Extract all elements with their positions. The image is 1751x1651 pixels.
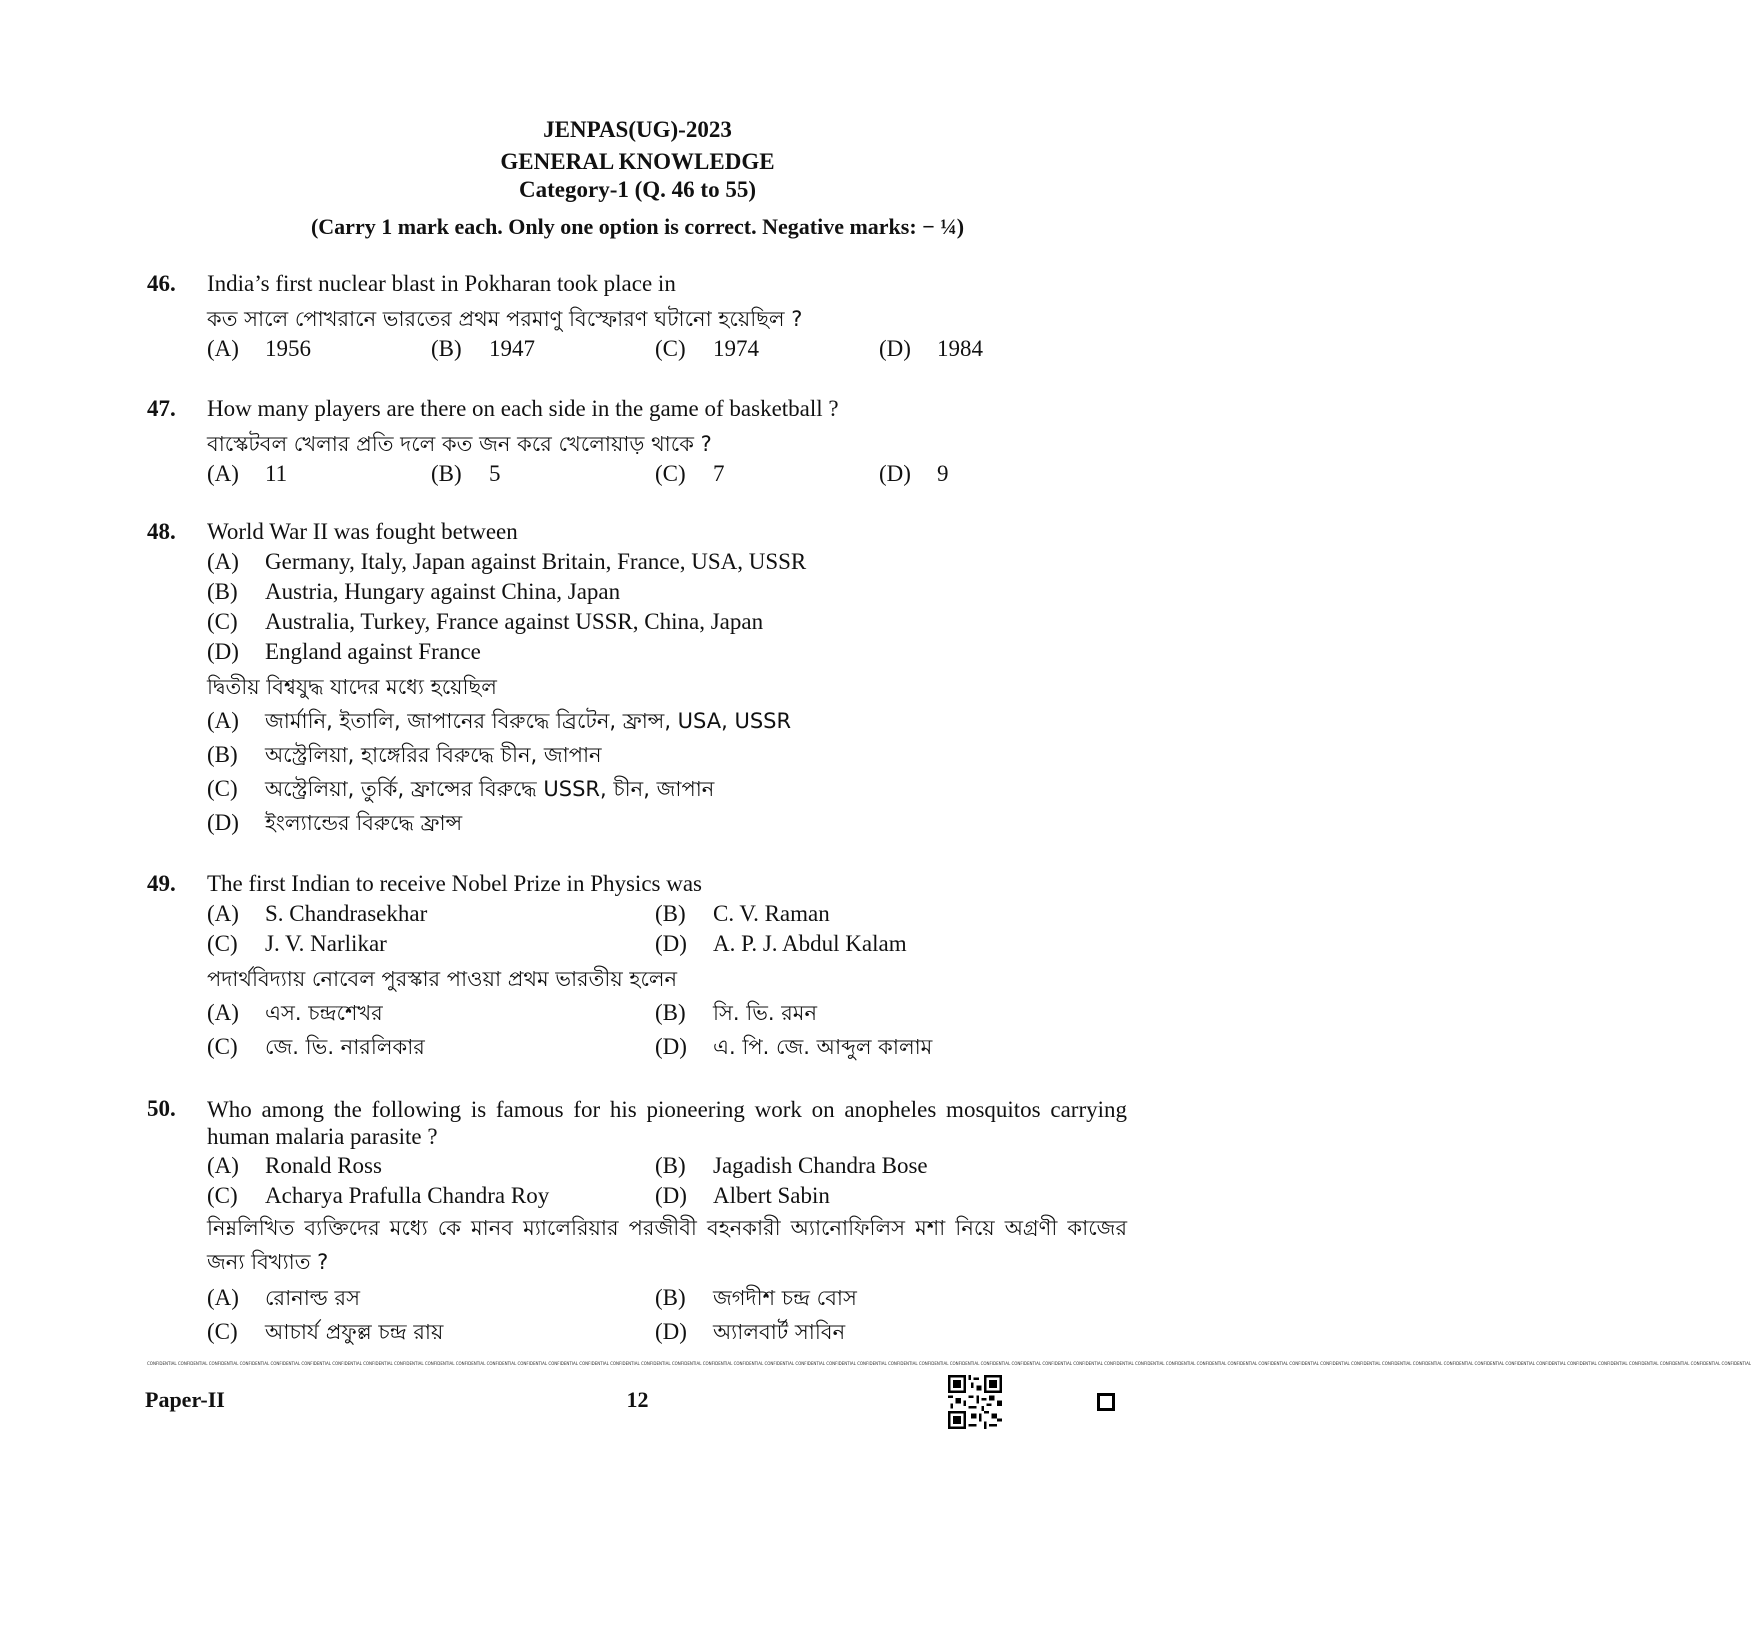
option-label: (B) xyxy=(431,336,462,361)
option-label: (C) xyxy=(655,461,686,486)
option-label: (D) xyxy=(879,461,911,486)
option-text: 9 xyxy=(937,461,949,486)
option-d[interactable] xyxy=(879,336,983,362)
option-text: 1947 xyxy=(489,336,535,361)
option-label: (A) xyxy=(207,708,239,733)
question-text-bn: নিম্নলিখিত ব্যক্তিদের মধ্যে কে মানব ম্যালেরিয়ার পরজীবী বহনকারী অ্যানোফিলিস মশা নিয়ে অগ্রণী কাজের জন্য বিখ্যাত ? xyxy=(207,1216,1127,1274)
question-text-en: How many players are there on each side in the game of basketball ? xyxy=(207,396,839,421)
question-text-bn: দ্বিতীয় বিশ্বযুদ্ধ যাদের মধ্যে হয়েছিল xyxy=(207,675,497,699)
option-label: (C) xyxy=(207,1183,238,1208)
question-number: 48. xyxy=(147,519,176,544)
option-text: England against France xyxy=(265,639,481,664)
option-d-en[interactable] xyxy=(655,931,907,957)
option-label: (B) xyxy=(207,742,238,767)
option-b-en[interactable] xyxy=(207,579,620,605)
question-text-en: World War II was fought between xyxy=(207,519,518,544)
option-label: (D) xyxy=(655,931,687,956)
square-marker-icon xyxy=(1097,1393,1115,1411)
option-d-bn[interactable] xyxy=(655,1316,845,1351)
option-text: Acharya Prafulla Chandra Roy xyxy=(265,1183,550,1208)
option-text: C. V. Raman xyxy=(713,901,830,926)
option-b-en[interactable] xyxy=(655,901,830,927)
paper-label: Paper-II xyxy=(145,1387,225,1412)
option-label: (B) xyxy=(655,901,686,926)
option-text: Germany, Italy, Japan against Britain, France, USA, USSR xyxy=(265,549,807,574)
option-a-bn[interactable] xyxy=(207,705,791,740)
option-label: (B) xyxy=(655,1153,686,1178)
marking-instructions: (Carry 1 mark each. Only one option is correct. Negative marks: − ¼) xyxy=(310,214,965,239)
option-text: 11 xyxy=(265,461,288,486)
option-a-bn[interactable] xyxy=(207,997,383,1032)
option-label: (D) xyxy=(879,336,911,361)
option-label: (A) xyxy=(207,901,239,926)
question-number: 47. xyxy=(147,396,176,421)
option-text: অস্ট্রেলিয়া, তুর্কি, ফ্রান্সের বিরুদ্ধে USSR, চীন, জাপান xyxy=(265,777,715,801)
option-label: (D) xyxy=(207,810,239,835)
option-c-en[interactable] xyxy=(207,931,387,957)
option-a-bn[interactable] xyxy=(207,1282,360,1317)
option-c-bn[interactable] xyxy=(207,773,714,808)
option-text: Ronald Ross xyxy=(265,1153,382,1178)
option-label: (C) xyxy=(207,609,238,634)
option-label: (A) xyxy=(207,336,239,361)
option-text: আচার্য প্রফুল্ল চন্দ্র রায় xyxy=(265,1320,444,1344)
option-c[interactable] xyxy=(655,336,759,362)
option-a[interactable] xyxy=(207,336,311,362)
option-label: (C) xyxy=(207,776,238,801)
option-label: (D) xyxy=(655,1319,687,1344)
option-text: অ্যালবার্ট সাবিন xyxy=(713,1320,846,1344)
option-label: (C) xyxy=(207,1034,238,1059)
option-c-bn[interactable] xyxy=(207,1031,425,1066)
question-text-bn: বাস্কেটবল খেলার প্রতি দলে কত জন করে খেলোয়াড় থাকে ? xyxy=(207,432,712,456)
option-text: Austria, Hungary against China, Japan xyxy=(265,579,621,604)
option-a-en[interactable] xyxy=(207,549,806,575)
option-d-en[interactable] xyxy=(655,1183,830,1209)
option-label: (C) xyxy=(207,1319,238,1344)
option-label: (D) xyxy=(207,639,239,664)
option-label: (B) xyxy=(207,579,238,604)
option-label: (B) xyxy=(655,1285,686,1310)
option-c-en[interactable] xyxy=(207,1183,549,1209)
option-text: 5 xyxy=(489,461,501,486)
option-label: (B) xyxy=(431,461,462,486)
subject-title: GENERAL KNOWLEDGE xyxy=(500,149,775,174)
option-label: (C) xyxy=(207,931,238,956)
option-text: Australia, Turkey, France against USSR, China, Japan xyxy=(265,609,764,634)
exam-title: JENPAS(UG)-2023 xyxy=(543,117,732,142)
option-label: (C) xyxy=(655,336,686,361)
option-text: রোনাল্ড রস xyxy=(265,1286,360,1310)
option-label: (A) xyxy=(207,1153,239,1178)
confidential-strip: CONFIDENTIAL CONFIDENTIAL CONFIDENTIAL CONFIDENTIAL CONFIDENTIAL CONFIDENTIAL CONFIDENTIAL CONFIDENTIAL CONFIDENTIAL CONFIDENTIAL CONFIDENTIAL CONFIDENTIAL CONFIDENTIAL CONFIDENTIAL CONFIDENTIAL CONFIDENTIAL CONFIDENTIAL CONFIDENTIAL CONFIDENTIAL CONFIDENTIAL CONFIDENTIAL CONFIDENTIAL CONFIDENTIAL CONFIDENTIAL CONFIDENTIAL CONFIDENTIAL CONFIDENTIAL CONFIDENTIAL CONFIDENTIAL CONFIDENTIAL CONFIDENTIAL CONFIDENTIAL CONFIDENTIAL CONFIDENTIAL CONFIDENTIAL CONFIDENTIAL CONFIDENTIAL CONFIDENTIAL CONFIDENTIAL CONFIDENTIAL CONFIDENTIAL CONFIDENTIAL CONFIDENTIAL CONFIDENTIAL CONFIDENTIAL CONFIDENTIAL CONFIDENTIAL CONFIDENTIAL CONFIDENTIAL CONFIDENTIAL CONFIDENTIAL CONFIDENTIAL xyxy=(147,1361,1751,1366)
page-number: 12 xyxy=(626,1387,649,1412)
question-number: 46. xyxy=(147,271,176,296)
category-title: Category-1 (Q. 46 to 55) xyxy=(519,177,756,202)
question-text-bn: পদার্থবিদ্যায় নোবেল পুরস্কার পাওয়া প্রথম ভারতীয় হলেন xyxy=(207,967,678,991)
option-label: (A) xyxy=(207,1000,239,1025)
question-text-en: India’s first nuclear blast in Pokharan took place in xyxy=(207,271,676,296)
option-d[interactable] xyxy=(879,461,949,487)
question-text-en: The first Indian to receive Nobel Prize in Physics was xyxy=(207,871,703,896)
option-text: ইংল্যান্ডের বিরুদ্ধে ফ্রান্স xyxy=(265,811,463,835)
option-c[interactable] xyxy=(655,461,725,487)
option-c-en[interactable] xyxy=(207,609,763,635)
option-a-en[interactable] xyxy=(207,901,427,927)
option-c-bn[interactable] xyxy=(207,1316,443,1351)
option-label: (D) xyxy=(655,1183,687,1208)
option-label: (A) xyxy=(207,461,239,486)
question-number: 50. xyxy=(147,1096,176,1121)
option-text: সি. ভি. রমন xyxy=(713,1001,817,1025)
option-label: (B) xyxy=(655,1000,686,1025)
option-text: এ. পি. জে. আব্দুল কালাম xyxy=(713,1035,933,1059)
option-text: 1974 xyxy=(713,336,759,361)
option-text: জার্মানি, ইতালি, জাপানের বিরুদ্ধে ব্রিটেন, ফ্রান্স, USA, USSR xyxy=(265,709,792,733)
option-text: জে. ভি. নারলিকার xyxy=(265,1035,425,1059)
option-a[interactable] xyxy=(207,461,287,487)
option-b-bn[interactable] xyxy=(207,739,602,774)
option-text: 1956 xyxy=(265,336,311,361)
option-text: জগদীশ চন্দ্র বোস xyxy=(713,1286,857,1310)
option-b-bn[interactable] xyxy=(655,1282,857,1317)
option-text: 7 xyxy=(713,461,725,486)
option-b-bn[interactable] xyxy=(655,997,817,1032)
question-text-bn: কত সালে পোখরানে ভারতের প্রথম পরমাণু বিস্ফোরণ ঘটানো হয়েছিল ? xyxy=(207,307,803,331)
option-b[interactable] xyxy=(431,461,501,487)
option-label: (A) xyxy=(207,549,239,574)
option-d-bn[interactable] xyxy=(207,807,462,842)
qr-code-icon xyxy=(948,1375,1002,1429)
option-text: S. Chandrasekhar xyxy=(265,901,428,926)
option-label: (D) xyxy=(655,1034,687,1059)
option-text: Albert Sabin xyxy=(713,1183,830,1208)
option-text: J. V. Narlikar xyxy=(265,931,387,956)
option-b-en[interactable] xyxy=(655,1153,928,1179)
option-text: এস. চন্দ্রশেখর xyxy=(265,1001,383,1025)
option-label: (A) xyxy=(207,1285,239,1310)
question-text-en: Who among the following is famous for his pioneering work on anopheles mosquitos carrying human malaria parasite ? xyxy=(207,1097,1127,1149)
option-b[interactable] xyxy=(431,336,535,362)
option-text: অস্ট্রেলিয়া, হাঙ্গেরির বিরুদ্ধে চীন, জাপান xyxy=(265,743,602,767)
option-text: Jagadish Chandra Bose xyxy=(713,1153,928,1178)
option-a-en[interactable] xyxy=(207,1153,382,1179)
option-d-en[interactable] xyxy=(207,639,481,665)
option-d-bn[interactable] xyxy=(655,1031,932,1066)
option-text: 1984 xyxy=(937,336,983,361)
option-text: A. P. J. Abdul Kalam xyxy=(713,931,907,956)
question-number: 49. xyxy=(147,871,176,896)
